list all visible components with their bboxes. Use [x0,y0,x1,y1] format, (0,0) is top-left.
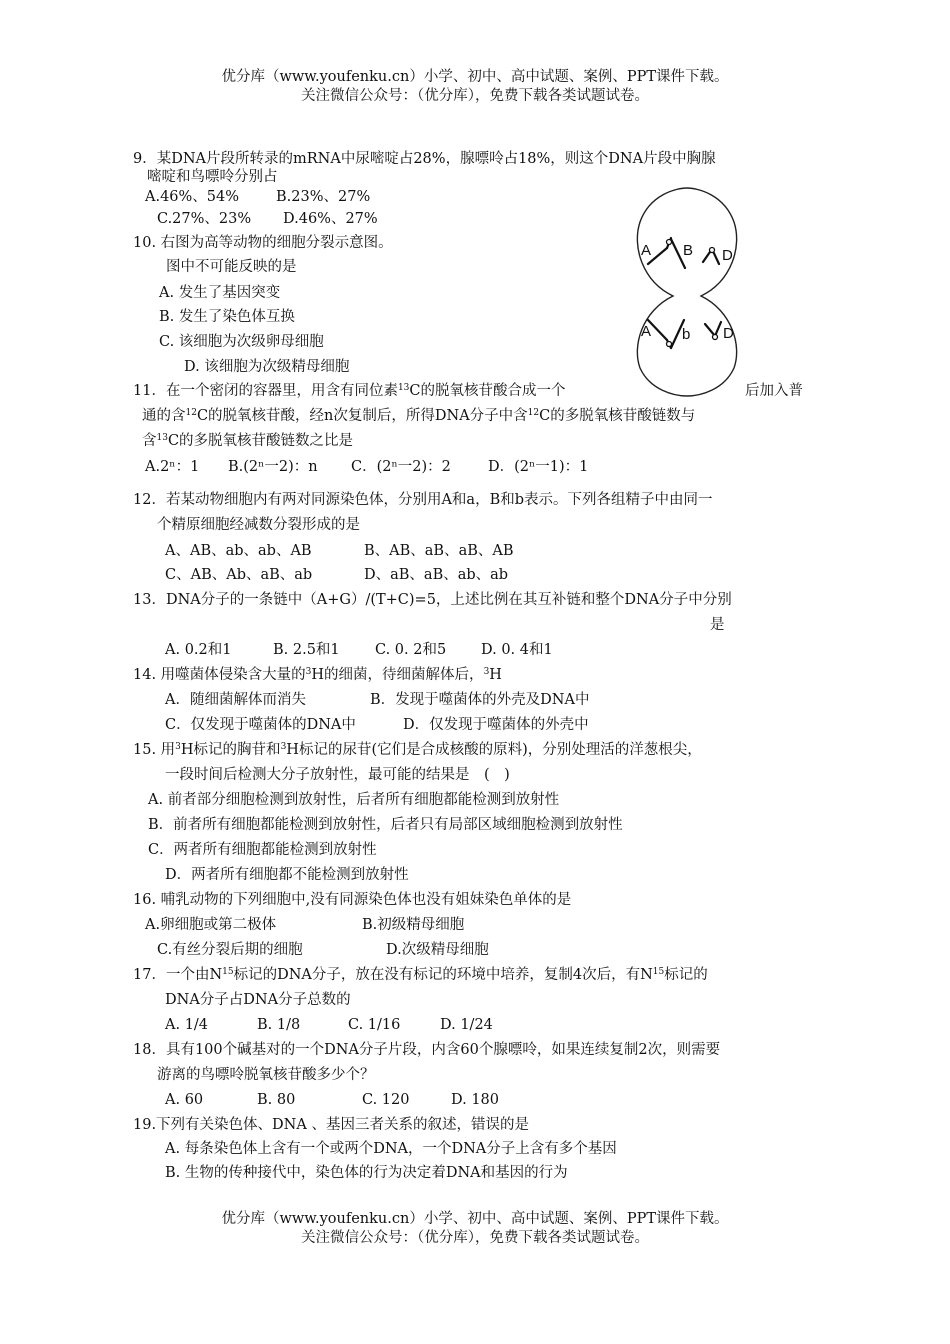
q12-stem-line-2: 个精原细胞经减数分裂形成的是 [157,517,360,533]
q14-stem-c: H [489,667,502,683]
q15-option-b: B．前者所有细胞都能检测到放射性，后者只有局部区域细胞检测到放射性 [148,817,623,833]
q17-stem-line-2: DNA分子占DNA分子总数的 [165,992,351,1008]
q16-stem: 16. 哺乳动物的下列细胞中,没有同源染色体也没有姐妹染色单体的是 [133,892,572,908]
q15-stem-1b: H标记的胸苷和 [180,742,281,758]
q15-option-d: D．两者所有细胞都不能检测到放射性 [165,867,409,883]
q13-option-c: C. 0. 2和5 [375,642,447,658]
header-line-1: 优分库（www.youfenku.cn）小学、初中、高中试题、案例、PPT课件下载。 [221,69,729,85]
q11-option-a: A.2ⁿ：1 [145,459,200,475]
header-line-2: 关注微信公众号：（优分库），免费下载各类试题试卷。 [301,88,649,104]
q11-stem-2b: C的脱氧核苷酸，经n次复制后，所得DNA分子中含 [196,408,528,424]
label-D-bottom: D [723,325,734,342]
q17-sup-a: 15 [222,967,234,977]
q18-option-b: B. 80 [257,1092,296,1108]
q14-option-a: A．随细菌解体而消失 [165,692,306,708]
q16-option-a: A.卵细胞或第二极体 [145,917,277,933]
q17-option-c: C. 1/16 [348,1017,401,1033]
q11-stem-3b: C的多脱氧核苷酸链数之比是 [167,433,354,449]
footer-line-1: 优分库（www.youfenku.cn）小学、初中、高中试题、案例、PPT课件下载。 [221,1211,729,1227]
cell-membrane [637,188,736,396]
label-A-bottom: A [641,323,652,340]
q11-stem-1a: 11．在一个密闭的容器里，用含有同位素 [133,383,398,399]
q11-option-d: D．(2ⁿ一1)：1 [488,459,589,475]
q11-stem-line-1c: 后加入普 [745,383,803,399]
q16-option-c: C.有丝分裂后期的细胞 [157,942,303,958]
label-b-bottom: b [682,326,691,343]
q10-stem-line-1: 10. 右图为高等动物的细胞分裂示意图。 [133,235,393,251]
q19-stem: 19.下列有关染色体、DNA 、基因三者关系的叙述，错误的是 [133,1117,529,1133]
bottom-centromere-1 [667,342,672,347]
q18-option-a: A. 60 [165,1092,204,1108]
q14-option-b: B．发现于噬菌体的外壳及DNA中 [370,692,590,708]
q17-option-b: B. 1/8 [257,1017,301,1033]
q17-stem-1a: 17．一个由N [133,967,223,983]
label-A-top: A [641,242,652,259]
q18-option-c: C. 120 [362,1092,410,1108]
q16-option-b: B.初级精母细胞 [362,917,465,933]
q14-sup-a: 3 [305,667,312,677]
q11-stem-1b: C的脱氧核苷酸合成一个 [409,383,566,399]
q12-option-a: A、AB、ab、ab、AB [165,543,312,559]
q12-option-d: D、aB、aB、ab、ab [364,567,509,583]
q10-stem-line-2: 图中不可能反映的是 [166,259,297,275]
q15-stem-line-2: 一段时间后检测大分子放射性，最可能的结果是 ( ) [165,767,510,783]
q11-iso13: 13 [397,383,410,393]
q10-option-a: A. 发生了基因突变 [159,285,281,301]
q12-stem-line-1: 12．若某动物细胞内有两对同源染色体，分别用A和a，B和b表示。下列各组精子中由同一 [133,492,713,508]
q9-option-d: D.46%、27% [283,211,378,227]
q11-option-c: C．(2ⁿ一2)：2 [351,459,451,475]
q11-stem-line-2 [142,407,695,425]
q11-stem-line-1 [133,382,566,400]
q15-stem-1a: 15. 用 [133,742,176,758]
q14-stem [133,666,502,684]
top-centromere-1 [667,240,672,245]
q15-option-c: C．两者所有细胞都能检测到放射性 [148,842,377,858]
q15-stem-1c: H标记的尿苷(它们是合成核酸的原料)，分别处理活的洋葱根尖， [286,742,702,758]
q9-stem-line-1: 9．某DNA片段所转录的mRNA中尿嘧啶占28%，腺嘌呤占18%，则这个DNA片段中胸腺 [133,151,716,167]
q14-sup-b: 3 [483,667,490,677]
q18-stem-line-1: 18．具有100个碱基对的一个DNA分子片段，内含60个腺嘌呤，如果连续复制2次，则需要 [133,1042,721,1058]
q18-stem-line-2: 游离的鸟嘌呤脱氧核苷酸多少个？ [157,1067,375,1083]
q11-stem-2c: C的多脱氧核苷酸链数与 [539,408,696,424]
q15-option-a: A. 前者部分细胞检测到放射性，后者所有细胞都能检测到放射性 [148,792,560,808]
footer-line-2: 关注微信公众号：（优分库），免费下载各类试题试卷。 [301,1230,649,1246]
q14-stem-a: 14. 用噬菌体侵染含大量的 [133,667,306,683]
q17-stem-line-1 [133,966,708,984]
q11-stem-2a: 通的含 [142,408,186,424]
q16-option-d: D.次级精母细胞 [386,942,489,958]
q12-option-c: C、AB、Ab、aB、ab [165,567,313,583]
q11-stem-line-3 [142,432,353,450]
q17-option-d: D. 1/24 [440,1017,493,1033]
q11-iso13-b: 13 [156,433,168,443]
q14-stem-b: H的细菌，待细菌解体后， [311,667,484,683]
q9-option-b: B.23%、27% [276,189,371,205]
q10-option-b: B. 发生了染色体互换 [159,309,295,325]
q13-stem-line-1: 13．DNA分子的一条链中（A+G）/(T+C)=5，上述比例在其互补链和整个DNA分子中分别 [133,592,732,608]
q10-option-d: D. 该细胞为次级精母细胞 [184,359,350,375]
q17-stem-1c: 标记的 [664,967,708,983]
q11-iso12-a: 12 [185,408,197,418]
q17-stem-1b: 标记的DNA分子，放在没有标记的环境中培养，复制4次后，有N [233,967,653,983]
bottom-centromere-2 [713,335,718,340]
q12-option-b: B、AB、aB、aB、AB [364,543,514,559]
label-B-top: B [683,242,694,259]
q9-option-c: C.27%、23% [157,211,252,227]
q15-stem-line-1 [133,741,702,759]
q11-stem-3a: 含 [142,433,157,449]
q11-iso12-b: 12 [527,408,540,418]
q18-option-d: D. 180 [451,1092,500,1108]
q11-option-b: B.(2ⁿ一2)：n [228,459,318,475]
q9-option-a: A.46%、54% [145,189,240,205]
q14-option-d: D．仅发现于噬菌体的外壳中 [403,717,589,733]
cell-division-figure [622,186,752,398]
q15-sup-b: 3 [280,742,287,752]
q13-option-d: D. 0. 4和1 [481,642,553,658]
q13-option-b: B. 2.5和1 [273,642,340,658]
q10-option-c: C. 该细胞为次级卵母细胞 [159,334,324,350]
q17-option-a: A. 1/4 [165,1017,209,1033]
q15-sup-a: 3 [175,742,181,752]
q19-option-a: A. 每条染色体上含有一个或两个DNA，一个DNA分子上含有多个基因 [165,1141,617,1157]
q13-stem-line-2: 是 [710,617,725,633]
label-D-top: D [722,247,733,264]
q14-option-c: C．仅发现于噬菌体的DNA中 [165,717,356,733]
q9-stem-line-2: 嘧啶和鸟嘌呤分别占 [147,169,278,185]
q17-sup-b: 15 [652,967,665,977]
q19-option-b: B. 生物的传种接代中，染色体的行为决定着DNA和基因的行为 [165,1165,568,1181]
top-centromere-2 [710,248,715,253]
q13-option-a: A. 0.2和1 [165,642,232,658]
